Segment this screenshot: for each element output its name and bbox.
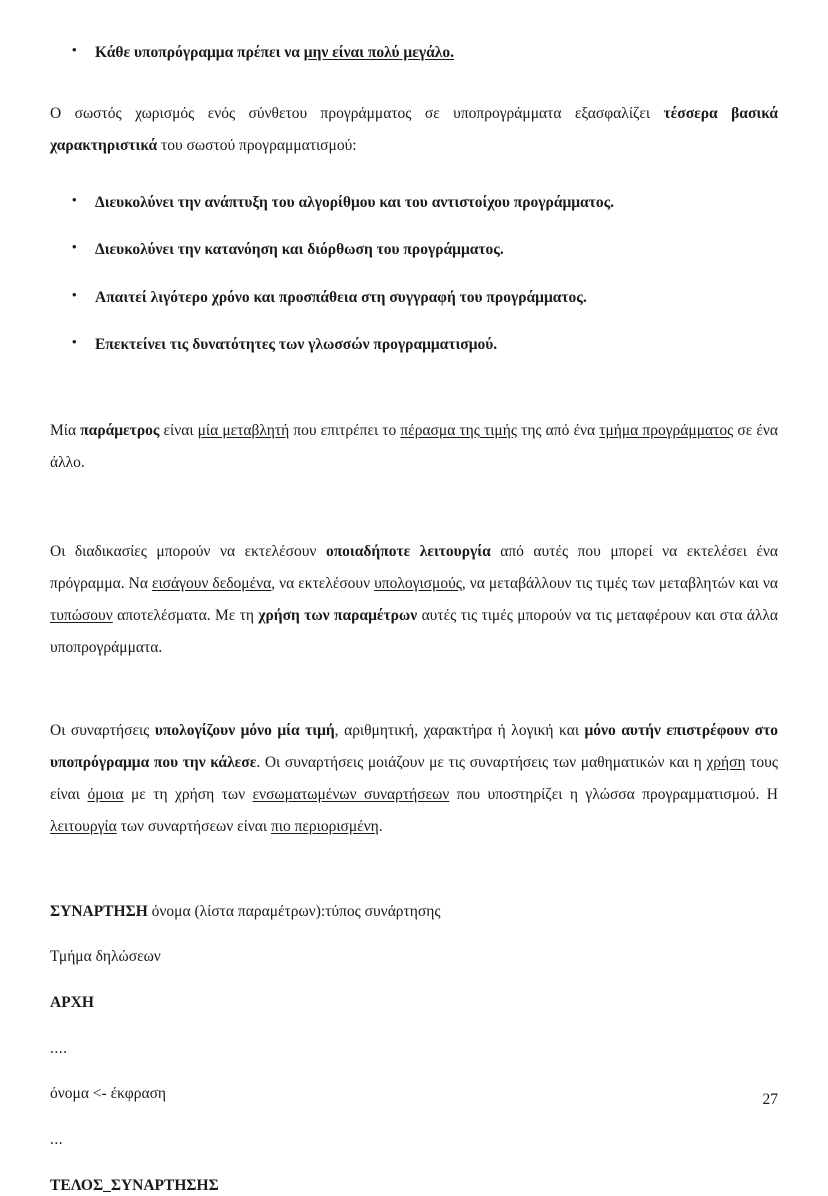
spacer bbox=[50, 478, 778, 536]
spacer bbox=[50, 843, 778, 901]
param-bold-parametros: παράμετρος bbox=[80, 421, 160, 439]
param-s1: Μία bbox=[50, 421, 81, 439]
syntax-keyword-telos-synartisis: ΤΕΛΟΣ_ΣΥΝΑΡΤΗΣΗΣ bbox=[50, 1176, 219, 1194]
intro-bold-phrase: τέσσερα βασικά χαρακτηριστικά bbox=[50, 105, 778, 155]
list-item: • Διευκολύνει την ανάπτυξη του αλγορίθμου και του αντιστοίχου προγράμματος. bbox=[50, 192, 778, 214]
spacer bbox=[50, 64, 778, 98]
proc-underline-typosoun: τυπώσουν bbox=[50, 606, 113, 624]
functions-paragraph bbox=[50, 715, 778, 842]
param-s7: της από ένα bbox=[516, 421, 600, 439]
proc-underline-eisagoun: εισάγουν δεδομένα bbox=[151, 575, 272, 593]
syntax-dots-first: .... bbox=[50, 1039, 68, 1057]
func-s15: . bbox=[378, 817, 383, 835]
procedures-paragraph bbox=[50, 536, 778, 663]
proc-s9: αποτελέσματα. Με τη bbox=[112, 606, 259, 624]
page-content bbox=[50, 42, 778, 1196]
proc-s5: , να εκτελέσουν bbox=[271, 575, 375, 593]
param-underline-tmima: τμήμα προγράμματος bbox=[599, 421, 734, 439]
func-bold-epistrefoun: μόνο αυτήν επιστρέφουν στο υποπρόγραμμα που την κάλεσε bbox=[50, 722, 778, 772]
list-item: • Επεκτείνει τις δυνατότητες των γλωσσών προγραμματισμού. bbox=[50, 334, 778, 356]
spacer bbox=[50, 357, 778, 415]
param-underline-perasma: πέρασμα της τιμής bbox=[400, 421, 517, 439]
func-s1: Οι συναρτήσεις bbox=[50, 722, 155, 740]
syntax-assignment-line: όνομα <- έκφραση bbox=[50, 1085, 167, 1103]
characteristics-bullet-list bbox=[50, 192, 778, 357]
list-item bbox=[50, 42, 778, 64]
param-s3: είναι bbox=[159, 421, 198, 439]
proc-bold-leitourgia: οποιαδήποτε λειτουργία bbox=[325, 543, 491, 561]
func-underline-omoia: όμοια bbox=[87, 786, 124, 803]
param-s9: σε ένα άλλο. bbox=[50, 421, 778, 471]
func-s3: , αριθμητική, χαρακτήρα ή λογική και bbox=[334, 722, 585, 740]
top-bullet-list bbox=[50, 42, 778, 64]
spacer bbox=[50, 162, 778, 192]
func-underline-leitourgia: λειτουργία bbox=[50, 817, 117, 835]
list-item: • Διευκολύνει την κατανόηση και διόρθωση του προγράμματος. bbox=[50, 239, 778, 261]
proc-s11: αυτές τις τιμές μπορούν να τις μεταφέρουν και στα άλλα υποπρογράμματα. bbox=[50, 606, 778, 656]
syntax-header-line bbox=[50, 901, 778, 923]
syntax-keyword-arxi: ΑΡΧΗ bbox=[50, 993, 94, 1011]
proc-s1: Οι διαδικασίες μπορούν να εκτελέσουν bbox=[50, 543, 326, 561]
intro-paragraph bbox=[50, 98, 778, 162]
page-number: 27 bbox=[762, 1091, 778, 1108]
proc-s3: από αυτές που μπορεί να εκτελέσει ένα πρόγραμμα. Να bbox=[50, 543, 779, 593]
spacer bbox=[50, 663, 778, 715]
intro-part2: του σωστού προγραμματισμού: bbox=[157, 137, 357, 155]
func-s13: των συναρτήσεων είναι bbox=[116, 817, 271, 835]
func-underline-xrisi: χρήση bbox=[706, 754, 746, 772]
func-s11: που υποστηρίζει η γλώσσα προγραμματισμού. Η bbox=[449, 786, 778, 803]
parameter-paragraph bbox=[50, 415, 778, 479]
syntax-keyword-synartisi: ΣΥΝΑΡΤΗΣΗ bbox=[50, 902, 148, 920]
top-bullet-underlined: μην είναι πολύ μεγάλο. bbox=[303, 44, 454, 61]
syntax-dots-second: ... bbox=[50, 1130, 64, 1148]
function-syntax-block bbox=[50, 901, 778, 1196]
param-s5: που επιτρέπει το bbox=[289, 421, 401, 439]
intro-part1: Ο σωστός χωρισμός ενός σύνθετου προγράμματος σε υποπρογράμματα εξασφαλίζει bbox=[50, 105, 664, 123]
func-underline-ensomatomenon: ενσωματωμένων συναρτήσεων bbox=[252, 786, 450, 803]
syntax-header-rest: όνομα (λίστα παραμέτρων):τύπος συνάρτησης bbox=[147, 902, 441, 920]
func-bold-mia-timi: υπολογίζουν μόνο μία τιμή bbox=[154, 722, 335, 740]
proc-underline-ypologismous: υπολογισμούς bbox=[374, 575, 462, 593]
func-s7: τους είναι bbox=[50, 754, 778, 803]
func-underline-periorismeni: πιο περιορισμένη bbox=[270, 817, 379, 835]
list-item: • Απαιτεί λιγότερο χρόνο και προσπάθεια στη συγγραφή του προγράμματος. bbox=[50, 287, 778, 309]
top-bullet-plain: Κάθε υποπρόγραμμα πρέπει να bbox=[95, 44, 304, 61]
syntax-declarations-line: Τμήμα δηλώσεων bbox=[50, 948, 161, 966]
proc-s7: , να μεταβάλλουν τις τιμές των μεταβλητών και να bbox=[461, 575, 778, 593]
param-underline-metavliti: μία μεταβλητή bbox=[197, 421, 290, 439]
proc-bold-xrisi-parametron: χρήση των παραμέτρων bbox=[258, 606, 418, 624]
func-s5: . Οι συναρτήσεις μοιάζουν με τις συναρτήσεις των μαθηματικών και η bbox=[256, 754, 707, 772]
func-s9: με τη χρήση των bbox=[123, 786, 253, 803]
